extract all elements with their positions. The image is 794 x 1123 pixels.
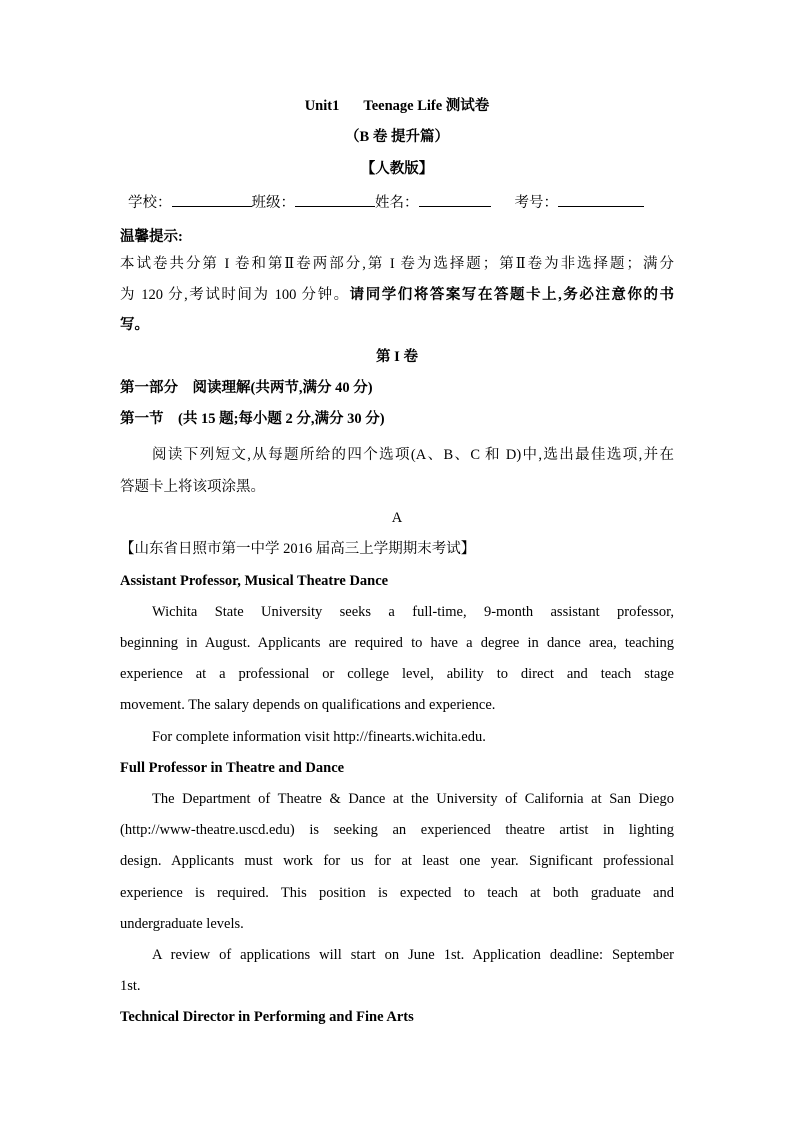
part-heading: 第一部分 阅读理解(共两节,满分 40 分) bbox=[120, 380, 373, 396]
ad-1-line-2: beginning in August. Applicants are required to have a degree in dance area, teaching bbox=[120, 635, 674, 651]
ad-1-line-4: movement. The salary depends on qualifications and experience. bbox=[120, 697, 496, 713]
volume-heading: 第 I 卷 bbox=[376, 349, 418, 365]
tips-line-1: 本试卷共分第 I 卷和第Ⅱ卷两部分,第 I 卷为选择题；第Ⅱ卷为非选择题；满分 bbox=[120, 256, 674, 272]
ad-2-title: Full Professor in Theatre and Dance bbox=[120, 760, 345, 776]
instruction-line-1: 阅读下列短文,从每题所给的四个选项(A、B、C 和 D)中,选出最佳选项,并在 bbox=[152, 447, 674, 463]
page-title bbox=[120, 96, 674, 116]
title-unit: Unit1 bbox=[304, 98, 340, 114]
tips-line-2-normal: 为 120 分,考试时间为 100 分钟。 bbox=[120, 287, 350, 303]
section-heading: 第一节 (共 15 题;每小题 2 分,满分 30 分) bbox=[120, 411, 385, 427]
tips-line-2 bbox=[120, 285, 674, 305]
ad-2-line-1: The Department of Theatre & Dance at the University of California at San Diego bbox=[152, 791, 674, 807]
ad-2-line-7: 1st. bbox=[120, 978, 141, 994]
name-label: 姓名： bbox=[375, 195, 419, 211]
passage-source: 【山东省日照市第一中学 2016 届高三上学期期末考试】 bbox=[120, 541, 476, 557]
ad-1-line-3: experience at a professional or college level, ability to direct and teach stage bbox=[120, 666, 674, 682]
passage-label: A bbox=[391, 510, 403, 526]
class-label: 班级： bbox=[251, 195, 295, 211]
edition-label: 【人教版】 bbox=[360, 161, 434, 177]
ad-2-line-3: design. Applicants must work for us for at least one year. Significant professional bbox=[120, 853, 674, 869]
tips-line-2-bold: 请同学们将答案写在答题卡上,务必注意你的书 bbox=[349, 287, 675, 303]
ad-1-line-1: Wichita State University seeks a full-time, 9-month assistant professor, bbox=[152, 604, 674, 620]
ad-2-line-5: undergraduate levels. bbox=[120, 916, 244, 932]
tips-heading: 温馨提示: bbox=[120, 229, 183, 245]
tips-line-3: 写。 bbox=[120, 317, 149, 333]
student-info-row bbox=[128, 191, 674, 213]
subtitle: （B 卷 提升篇） bbox=[345, 129, 449, 145]
class-field[interactable] bbox=[295, 191, 375, 207]
ad-2-line-2: (http://www-theatre.uscd.edu) is seeking an experienced theatre artist in lighting bbox=[120, 822, 674, 838]
ad-2-line-4: experience is required. This position is expected to teach at both graduate and bbox=[120, 885, 674, 901]
name-field[interactable] bbox=[419, 191, 491, 207]
school-field[interactable] bbox=[172, 191, 252, 207]
instruction-line-2: 答题卡上将该项涂黑。 bbox=[120, 479, 265, 495]
ad-1-title: Assistant Professor, Musical Theatre Dance bbox=[120, 573, 389, 589]
exam-number-field[interactable] bbox=[558, 191, 644, 207]
ad-1-line-5: For complete information visit http://finearts.wichita.edu. bbox=[152, 729, 486, 745]
school-label: 学校： bbox=[128, 195, 172, 211]
exam-number-label: 考号： bbox=[514, 195, 558, 211]
title-text: Teenage Life 测试卷 bbox=[363, 98, 490, 114]
ad-2-line-6: A review of applications will start on June 1st. Application deadline: September bbox=[152, 947, 674, 963]
ad-3-title: Technical Director in Performing and Fine Arts bbox=[120, 1009, 414, 1025]
